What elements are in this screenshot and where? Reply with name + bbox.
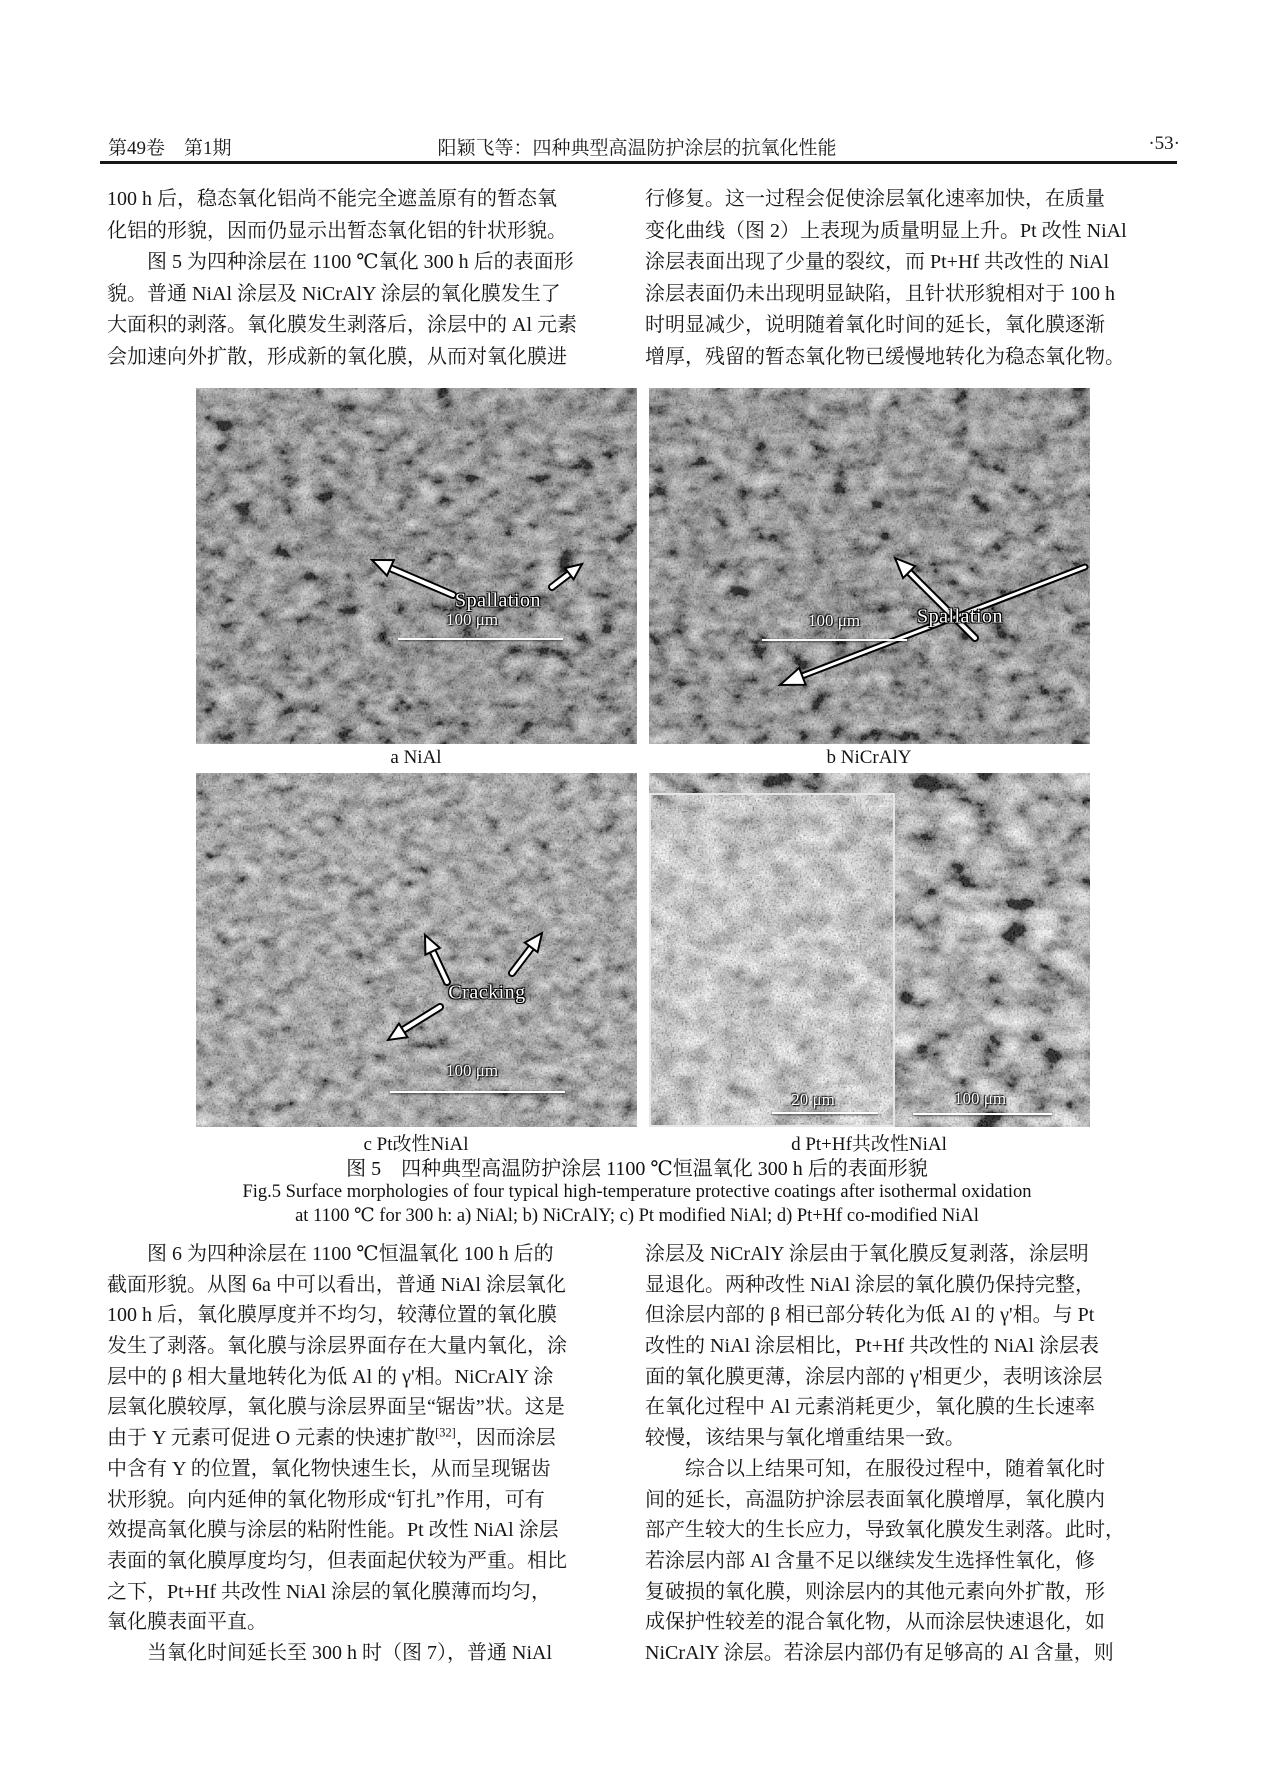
text-line: 间的延长，高温防护涂层表面氧化膜增厚，氧化膜内 bbox=[645, 1488, 1105, 1511]
panel-caption-d: d Pt+Hf共改性NiAl bbox=[791, 1134, 947, 1155]
figure-caption-en-line2: at 1100 ℃ for 300 h: a) NiAl; b) NiCrAlY; c) Pt modified NiAl; d) Pt+Hf co-modified NiAl bbox=[295, 1206, 979, 1226]
annotation-arrows bbox=[196, 773, 637, 1127]
annotation-label-spallation: Spallation bbox=[916, 605, 1004, 628]
text-line: 图 5 为四种涂层在 1100 ℃氧化 300 h 后的表面形 bbox=[107, 251, 574, 274]
sem-panel-b bbox=[649, 388, 1090, 744]
text-line: 层氧化膜较厚，氧化膜与涂层界面呈“锯齿”状。这是 bbox=[107, 1396, 565, 1419]
text-line: 由于 Y 元素可促进 O 元素的快速扩散[32]，因而涂层 bbox=[107, 1425, 556, 1450]
text-line: 涂层及 NiCrAlY 涂层由于氧化膜反复剥落，涂层明 bbox=[645, 1243, 1089, 1265]
journal-volume-issue: 第49卷 第1期 bbox=[108, 138, 232, 159]
scalebar-label: 100 μm bbox=[445, 1061, 499, 1080]
text-line: 层中的 β 相大量地转化为低 Al 的 γ'相。NiCrAlY 涂 bbox=[107, 1365, 554, 1388]
text-line: 行修复。这一过程会促使涂层氧化速率加快，在质量 bbox=[645, 188, 1105, 210]
panel-caption-c: c Pt改性NiAl bbox=[363, 1134, 469, 1155]
panel-caption-a: a NiAl bbox=[390, 747, 442, 768]
text-line: 截面形貌。从图 6a 中可以看出，普通 NiAl 涂层氧化 bbox=[107, 1273, 566, 1296]
scalebar-label: 100 μm bbox=[953, 1089, 1007, 1108]
text-line: 貌。普通 NiAl 涂层及 NiCrAlY 涂层的氧化膜发生了 bbox=[107, 282, 561, 305]
text-line: 发生了剥落。氧化膜与涂层界面存在大量内氧化，涂 bbox=[107, 1335, 567, 1358]
text-line: 效提高氧化膜与涂层的粘附性能。Pt 改性 NiAl 涂层 bbox=[107, 1519, 559, 1542]
text-line: 氧化膜表面平直。 bbox=[107, 1611, 267, 1634]
text-line: 化铝的形貌，因而仍显示出暂态氧化铝的针状形貌。 bbox=[107, 219, 567, 242]
text-line: 状形貌。向内延伸的氧化物形成“钉扎”作用，可有 bbox=[107, 1488, 545, 1511]
text-line: 100 h 后，氧化膜厚度并不均匀，较薄位置的氧化膜 bbox=[107, 1304, 557, 1327]
text-line: NiCrAlY 涂层。若涂层内部仍有足够高的 Al 含量，则 bbox=[645, 1641, 1114, 1664]
inset-scalebar-line bbox=[772, 1112, 878, 1114]
sem-inset-texture bbox=[651, 795, 893, 1125]
sem-panel-a bbox=[196, 388, 637, 744]
page-number: ·53· bbox=[1148, 133, 1180, 154]
scalebar-line bbox=[913, 1113, 1052, 1115]
text-line: 中含有 Y 的位置，氧化物快速生长，从而呈现锯齿 bbox=[107, 1457, 551, 1480]
text-line: 显退化。两种改性 NiAl 涂层的氧化膜仍保持完整， bbox=[645, 1273, 1095, 1296]
text-line: 之下，Pt+Hf 共改性 NiAl 涂层的氧化膜薄而均匀， bbox=[107, 1580, 552, 1603]
inset-scalebar-label: 20 μm bbox=[791, 1090, 835, 1109]
text-line: 会加速向外扩散，形成新的氧化膜，从而对氧化膜进 bbox=[107, 345, 567, 368]
text-line: 图 6 为四种涂层在 1100 ℃恒温氧化 100 h 后的 bbox=[107, 1243, 554, 1265]
text-line: 成保护性较差的混合氧化物，从而涂层快速退化，如 bbox=[645, 1611, 1105, 1634]
text-line: 在氧化过程中 Al 元素消耗更少，氧化膜的生长速率 bbox=[645, 1396, 1095, 1419]
text-line: 改性的 NiAl 涂层相比，Pt+Hf 共改性的 NiAl 涂层表 bbox=[645, 1335, 1100, 1358]
body-column-right bbox=[645, 1239, 1123, 1669]
panel-caption-b: b NiCrAlY bbox=[826, 747, 912, 768]
sem-panel-c bbox=[196, 773, 637, 1127]
sem-panel-d bbox=[649, 773, 1090, 1127]
text-line: 涂层表面出现了少量的裂纹，而 Pt+Hf 共改性的 NiAl bbox=[645, 251, 1110, 274]
scalebar-label: 100 μm bbox=[807, 611, 861, 630]
scalebar-line bbox=[762, 639, 907, 641]
text-line: 100 h 后，稳态氧化铝尚不能完全遮盖原有的暂态氧 bbox=[107, 188, 557, 210]
text-line: 时明显减少，说明随着氧化时间的延长，氧化膜逐渐 bbox=[645, 314, 1105, 337]
text-line: 复破损的氧化膜，则涂层内的其他元素向外扩散，形 bbox=[645, 1580, 1105, 1603]
scalebar-line bbox=[398, 638, 563, 640]
annotation-arrows bbox=[649, 388, 1090, 744]
text-line: 面的氧化膜更薄，涂层内部的 γ'相更少，表明该涂层 bbox=[645, 1365, 1103, 1388]
annotation-label-spallation: Spallation bbox=[454, 589, 542, 612]
text-line: 大面积的剥落。氧化膜发生剥落后，涂层中的 Al 元素 bbox=[107, 314, 577, 337]
text-line: 综合以上结果可知，在服役过程中，随着氧化时 bbox=[645, 1457, 1105, 1480]
text-line: 涂层表面仍未出现明显缺陷，且针状形貌相对于 100 h bbox=[645, 282, 1115, 305]
header-rule bbox=[100, 161, 1177, 164]
text-line: 变化曲线（图 2）上表现为质量明显上升。Pt 改性 NiAl bbox=[645, 219, 1127, 242]
intro-column-right bbox=[645, 184, 1127, 374]
text-line: 表面的氧化膜厚度均匀，但表面起伏较为严重。相比 bbox=[107, 1549, 567, 1572]
figure-caption-zh: 图 5 四种典型高温防护涂层 1100 ℃恒温氧化 300 h 后的表面形貌 bbox=[346, 1158, 928, 1180]
figure-caption-en-line1: Fig.5 Surface morphologies of four typical high-temperature protective coatings after isothermal oxidation bbox=[242, 1182, 1032, 1202]
annotation-label-cracking: Cracking bbox=[448, 981, 526, 1004]
text-line: 但涂层内部的 β 相已部分转化为低 Al 的 γ'相。与 Pt bbox=[645, 1304, 1095, 1327]
scalebar-line bbox=[390, 1091, 565, 1093]
running-title: 阳颖飞等：四种典型高温防护涂层的抗氧化性能 bbox=[437, 138, 837, 159]
sem-inset-magnified bbox=[649, 793, 895, 1127]
text-line: 部产生较大的生长应力，导致氧化膜发生剥落。此时， bbox=[645, 1519, 1125, 1542]
text-line: 较慢，该结果与氧化增重结果一致。 bbox=[645, 1427, 965, 1450]
annotation-arrows bbox=[196, 388, 637, 744]
text-line: 若涂层内部 Al 含量不足以继续发生选择性氧化，修 bbox=[645, 1549, 1095, 1572]
intro-column-left bbox=[107, 184, 579, 374]
body-column-left bbox=[107, 1239, 579, 1669]
scalebar-label: 100 μm bbox=[445, 610, 499, 629]
text-line: 当氧化时间延长至 300 h 时（图 7），普通 NiAl bbox=[107, 1641, 552, 1664]
text-line: 增厚，残留的暂态氧化物已缓慢地转化为稳态氧化物。 bbox=[645, 345, 1125, 368]
